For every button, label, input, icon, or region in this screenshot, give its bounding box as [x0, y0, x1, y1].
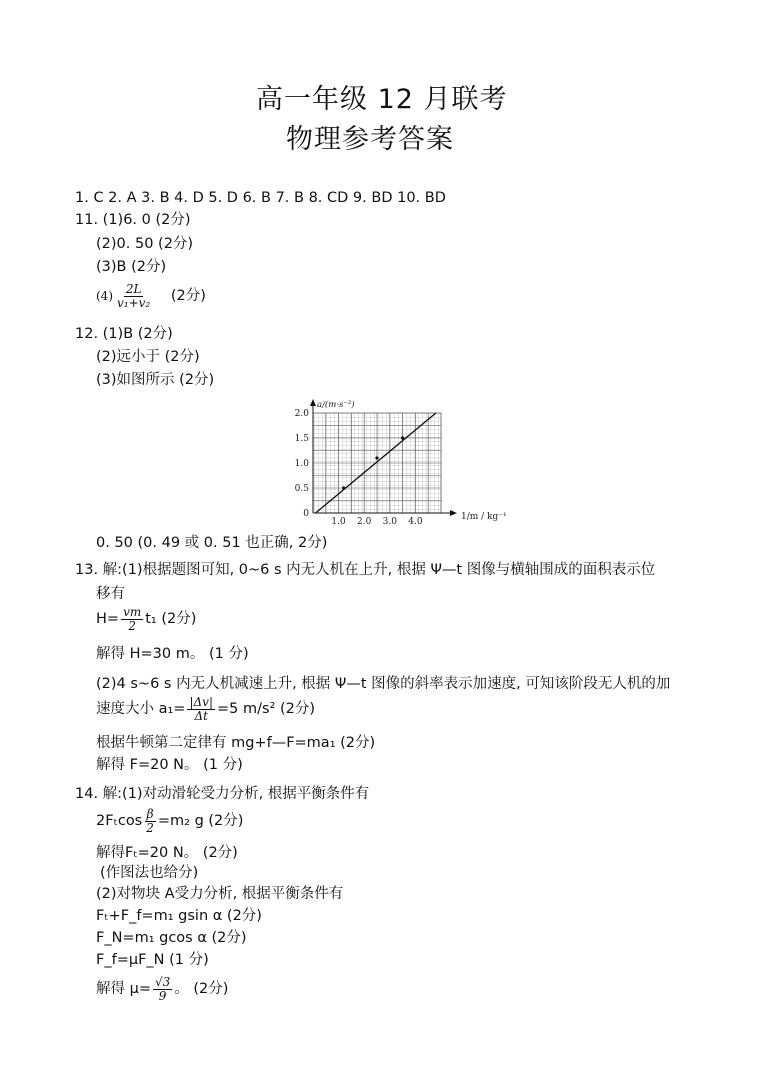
q14-eq1-num: β	[146, 807, 154, 821]
chart-y-tick-label: 1.0	[294, 459, 309, 469]
chart-y-tick-label: 1.5	[294, 434, 309, 444]
q11-fraction-den: v₁+v₂	[117, 295, 151, 310]
q13-h-fraction	[121, 606, 143, 632]
q13-h-result: 解得 H=30 m。 (1 分)	[96, 646, 249, 662]
chart-data-point	[401, 436, 404, 439]
q12-part3: (3)如图所示 (2分)	[96, 372, 215, 388]
chart-x-arrow	[450, 510, 457, 516]
q13-h-prefix: H=	[96, 610, 120, 627]
q13-h-den: 2	[128, 618, 136, 633]
chart-y-tick-label: 0.5	[294, 484, 309, 494]
q13-newton: 根据牛顿第二定律有 mg+f—F=ma₁ (2分)	[96, 735, 376, 751]
q13-f-result: 解得 F=20 N。 (1 分)	[96, 757, 243, 773]
q13-h-num: vm	[123, 605, 142, 619]
chart-y-tick-label: 2.0	[294, 409, 309, 419]
q14-mu-fraction	[153, 976, 172, 1002]
q13-h-suffix: t₁ (2分)	[145, 610, 197, 627]
q11-part3: (3)B (2分)	[96, 259, 167, 275]
q11-part2: (2)0. 50 (2分)	[96, 236, 194, 252]
q13-acc-equation	[96, 696, 315, 722]
q13-acc-fraction	[187, 696, 215, 722]
q13-part2-line1: (2)4 s~6 s 内无人机减速上升, 根据 Ψ—t 图像的斜率表示加速度, 可知该阶段无人机的加	[96, 676, 671, 692]
q11-part4-prefix: (4)	[96, 289, 113, 304]
q14-part2-line1: (2)对物块 A受力分析, 根据平衡条件有	[96, 886, 344, 902]
q14-line1: 14. 解:(1)对动滑轮受力分析, 根据平衡条件有	[75, 786, 370, 802]
q14-mu-result	[96, 976, 228, 1002]
q14-mu-prefix: 解得 μ=	[96, 980, 151, 997]
chart-x-axis-label: 1/m / kg⁻¹	[461, 512, 507, 522]
q14-note: (作图法也给分)	[100, 865, 199, 881]
q14-eq4: F_f=μF_N (1 分)	[96, 952, 209, 968]
q12-part1: 12. (1)B (2分)	[75, 326, 173, 342]
chart-x-tick-label: 2.0	[357, 517, 372, 527]
answers-1-10: 1. C 2. A 3. B 4. D 5. D 6. B 7. B 8. CD 9. BD 10. BD	[75, 190, 446, 206]
q13-acc-num: |Δv|	[189, 695, 213, 709]
q14-eq1-suffix: =m₂ g (2分)	[157, 812, 244, 829]
q14-eq1	[96, 808, 243, 834]
q13-line2: 移有	[96, 586, 125, 602]
title-line2: 物理参考答案	[286, 124, 454, 155]
q14-eq1-fraction	[144, 808, 156, 834]
q13-acc-suffix: =5 m/s² (2分)	[217, 700, 316, 717]
q14-mu-den: 9	[158, 988, 167, 1003]
q11-part1: 11. (1)6. 0 (2分)	[75, 212, 191, 228]
chart-x-tick-label: 4.0	[408, 517, 423, 527]
q14-ft-result: 解得Fₜ=20 N。 (2分)	[96, 845, 238, 861]
q14-eq1-den: 2	[146, 820, 154, 835]
chart-y-tick-label: 0	[303, 509, 309, 519]
a-vs-inverse-mass-chart	[282, 393, 507, 528]
chart-y-arrow	[310, 399, 316, 406]
q14-eq1-prefix: 2Fₜcos	[96, 812, 143, 829]
q11-part4-score: (2分)	[170, 287, 206, 304]
q13-acc-den: Δt	[194, 708, 208, 723]
q11-part4	[96, 283, 206, 309]
q14-eq2: Fₜ+F_f=m₁ gsin α (2分)	[96, 908, 262, 924]
chart-y-axis-label: a/(m·s⁻²)	[317, 400, 355, 410]
q14-mu-num: √3	[154, 975, 171, 989]
q13-h-equation	[96, 606, 196, 632]
chart-data-point	[375, 456, 378, 459]
q12-part2: (2)远小于 (2分)	[96, 349, 200, 365]
q14-mu-suffix: 。 (2分)	[174, 980, 229, 997]
q13-acc-prefix: 速度大小 a₁=	[96, 700, 186, 717]
q14-eq3: F_N=m₁ gcos α (2分)	[96, 930, 247, 946]
q11-fraction	[115, 283, 152, 309]
q11-fraction-num: 2L	[125, 282, 142, 296]
q12-answer: 0. 50 (0. 49 或 0. 51 也正确, 2分)	[96, 535, 328, 551]
chart-x-tick-label: 1.0	[331, 517, 346, 527]
q13-line1: 13. 解:(1)根据题图可知, 0~6 s 内无人机在上升, 根据 Ψ—t 图像与横轴围成的面积表示位	[75, 562, 656, 578]
chart-data-point	[342, 486, 345, 489]
title-line1: 高一年级 12 月联考	[256, 84, 508, 115]
chart-x-tick-label: 3.0	[382, 517, 397, 527]
